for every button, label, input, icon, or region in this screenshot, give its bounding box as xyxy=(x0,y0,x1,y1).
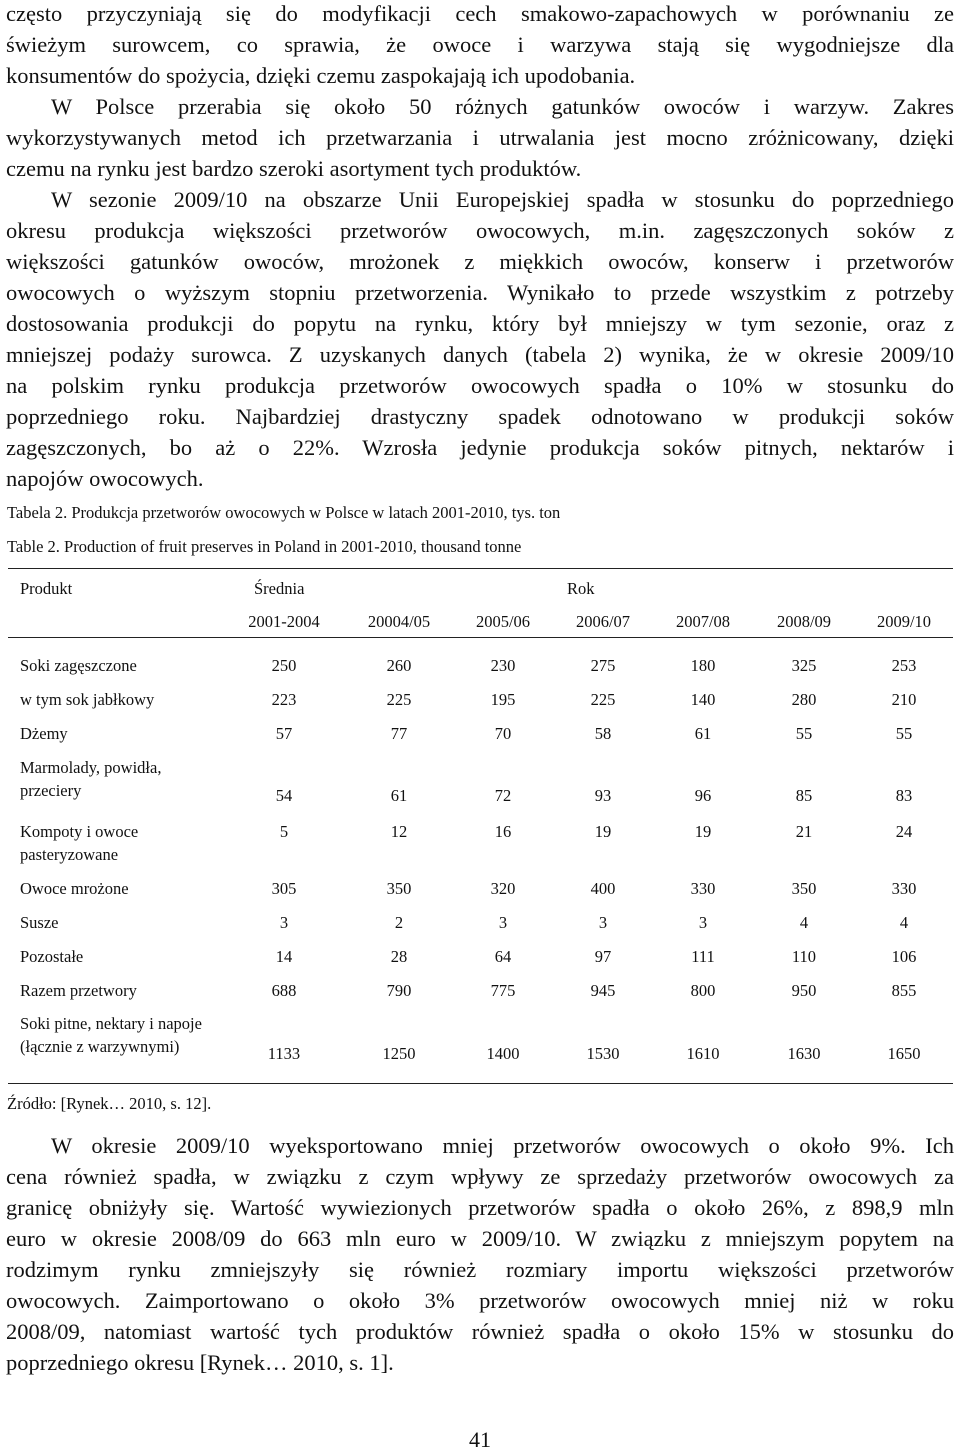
table-cell: 110 xyxy=(791,947,817,966)
text-line: rodzimym rynku zmniejszyły się również rozmiary importu większości przetworów xyxy=(6,1257,954,1282)
table-cell: 3 xyxy=(598,913,608,932)
text-line: owocowych o wyższym stopniu przetworzenia. Wynikało to przede wszystkim z potrzeby xyxy=(6,280,954,305)
table-cell: 19 xyxy=(594,822,612,841)
table-cell: 83 xyxy=(895,786,913,805)
table-cell: 93 xyxy=(594,786,612,805)
table-cell: 225 xyxy=(590,690,616,709)
row-label: Susze xyxy=(20,913,59,932)
text-line: wykorzystywanych metod ich przetwarzania i utrwalania jest mocno zróżnicowany, dzięki xyxy=(6,125,954,150)
table-cell: 61 xyxy=(390,786,408,805)
table-cell: 325 xyxy=(791,656,817,675)
table-cell: 1133 xyxy=(267,1044,301,1063)
text-line: poprzedniego okresu [Rynek… 2010, s. 1]. xyxy=(6,1350,394,1375)
table-cell: 5 xyxy=(279,822,289,841)
header-period: 20004/05 xyxy=(367,612,431,631)
text-line: zagęszczonych, bo aż o 22%. Wzrosła jedynie produkcja soków pitnych, nektarów i xyxy=(6,435,954,460)
header-year: Rok xyxy=(567,579,595,598)
table-header-rule xyxy=(8,637,953,638)
table-cell: 253 xyxy=(891,656,917,675)
text-line: okresu produkcja większości przetworów owocowych, m.in. zagęszczonych soków z xyxy=(6,218,954,243)
table-cell: 72 xyxy=(494,786,512,805)
table-cell: 180 xyxy=(690,656,716,675)
table-cell: 24 xyxy=(895,822,913,841)
table-cell: 3 xyxy=(279,913,289,932)
table-cell: 223 xyxy=(271,690,297,709)
table-cell: 1400 xyxy=(486,1044,520,1063)
header-period: 2006/07 xyxy=(575,612,631,631)
table-cell: 21 xyxy=(795,822,813,841)
text-line: często przyczyniają się do modyfikacji cech smakowo-zapachowych w porównaniu ze xyxy=(6,1,954,26)
table-cell: 3 xyxy=(698,913,708,932)
table-caption-polish: Tabela 2. Produkcja przetworów owocowych w Polsce w latach 2001-2010, tys. ton xyxy=(7,503,561,522)
table-cell: 1630 xyxy=(787,1044,821,1063)
text-line: mniejszej podaży surowca. Z uzyskanych danych (tabela 2) wynika, że w okresie 2009/10 xyxy=(6,342,954,367)
text-line: euro w okresie 2008/09 do 663 mln euro w 2009/10. W związku z mniejszym popytem na xyxy=(6,1226,954,1251)
row-label: Kompoty i owoce pasteryzowane xyxy=(20,822,139,864)
table-cell: 775 xyxy=(490,981,516,1000)
table-cell: 19 xyxy=(694,822,712,841)
text-line: W okresie 2009/10 wyeksportowano mniej przetworów owocowych o około 9%. Ich xyxy=(51,1133,954,1158)
table-cell: 800 xyxy=(690,981,716,1000)
row-label: Pozostałe xyxy=(20,947,84,966)
text-line: większości gatunków owoców, mrożonek z miękkich owoców, konserw i przetworów xyxy=(6,249,954,274)
table-cell: 57 xyxy=(275,724,293,743)
table-cell: 350 xyxy=(791,879,817,898)
table-cell: 688 xyxy=(271,981,297,1000)
table-caption-english: Table 2. Production of fruit preserves in Poland in 2001-2010, thousand tonne xyxy=(7,537,522,556)
table-source: Źródło: [Rynek… 2010, s. 12]. xyxy=(7,1094,212,1113)
text-line: konsumentów do spożycia, dzięki czemu zaspokajają ich upodobania. xyxy=(6,63,636,88)
table-cell: 70 xyxy=(494,724,512,743)
table-cell: 210 xyxy=(891,690,917,709)
header-period: 2008/09 xyxy=(776,612,832,631)
table-cell: 58 xyxy=(594,724,612,743)
text-line: czemu na rynku jest bardzo szeroki asortyment tych produktów. xyxy=(6,156,582,181)
table-cell: 1610 xyxy=(686,1044,720,1063)
table-cell: 28 xyxy=(390,947,408,966)
table-cell: 96 xyxy=(694,786,712,805)
row-label: w tym sok jabłkowy xyxy=(20,690,155,709)
table-cell: 350 xyxy=(386,879,412,898)
text-line: W Polsce przerabia się około 50 różnych gatunków owoców i warzyw. Zakres xyxy=(51,94,954,119)
header-average: Średnia xyxy=(254,579,305,598)
page-number: 41 xyxy=(469,1427,491,1452)
table-cell: 54 xyxy=(275,786,293,805)
table-cell: 77 xyxy=(390,724,408,743)
header-period: 2009/10 xyxy=(876,612,932,631)
table-cell: 2 xyxy=(394,913,404,932)
table-bottom-rule xyxy=(8,1083,953,1084)
row-label: Razem przetwory xyxy=(20,981,137,1000)
table-cell: 275 xyxy=(590,656,616,675)
text-line: cena również spadła, w związku z czym wpływy ze sprzedaży przetworów owocowych za xyxy=(6,1164,954,1189)
text-line: owocowych. Zaimportowano o około 3% przetworów owocowych mniej niż w roku xyxy=(6,1288,954,1313)
table-cell: 97 xyxy=(594,947,612,966)
table-cell: 195 xyxy=(490,690,516,709)
table-cell: 61 xyxy=(694,724,712,743)
table-cell: 106 xyxy=(891,947,917,966)
table-cell: 12 xyxy=(390,822,408,841)
table-cell: 330 xyxy=(891,879,917,898)
row-label: Dżemy xyxy=(20,724,68,743)
table-cell: 225 xyxy=(386,690,412,709)
paragraph-top xyxy=(6,0,954,494)
text-line: W sezonie 2009/10 na obszarze Unii Europejskiej spadła w stosunku do poprzedniego xyxy=(51,187,954,212)
table-cell: 330 xyxy=(690,879,716,898)
text-line: napojów owocowych. xyxy=(6,466,204,491)
table-cell: 950 xyxy=(791,981,817,1000)
table-cell: 250 xyxy=(271,656,297,675)
table-cell: 55 xyxy=(795,724,813,743)
header-period: 2007/08 xyxy=(675,612,731,631)
table-cell: 140 xyxy=(690,690,716,709)
table-cell: 855 xyxy=(891,981,917,1000)
table-cell: 230 xyxy=(490,656,516,675)
table-cell: 4 xyxy=(799,913,809,932)
paragraph-bottom xyxy=(6,1130,954,1378)
table-cell: 85 xyxy=(795,786,813,805)
row-label: Soki pitne, nektary i napoje (łącznie z warzywnymi) xyxy=(20,1014,202,1056)
row-label: Marmolady, powidła, przeciery xyxy=(20,758,162,800)
table-cell: 1530 xyxy=(586,1044,620,1063)
text-line: granicę obniżyły się. Wartość wywiezionych przetworów spadła o około 26%, z 898,9 mln xyxy=(6,1195,954,1220)
table-cell: 305 xyxy=(271,879,297,898)
text-line: poprzedniego roku. Najbardziej drastyczny spadek odnotowano w produkcji soków xyxy=(6,404,954,429)
text-line: dostosowania produkcji do popytu na rynku, który był mniejszy w tym sezonie, oraz z xyxy=(6,311,954,336)
header-period: 2005/06 xyxy=(475,612,531,631)
table-cell: 64 xyxy=(494,947,512,966)
table-cell: 1250 xyxy=(382,1044,416,1063)
text-line: 2008/09, natomiast wartość tych produktów również spadła o około 15% w stosunku do xyxy=(6,1319,954,1344)
table-cell: 1650 xyxy=(887,1044,921,1063)
text-line: świeżym surowcem, co sprawia, że owoce i warzywa stają się wygodniejsze dla xyxy=(6,32,954,57)
row-label: Owoce mrożone xyxy=(20,879,129,898)
table-cell: 111 xyxy=(691,947,715,966)
table-cell: 14 xyxy=(275,947,293,966)
table-cell: 16 xyxy=(494,822,512,841)
table-cell: 260 xyxy=(386,656,412,675)
table-cell: 400 xyxy=(590,879,616,898)
header-product: Produkt xyxy=(20,579,73,598)
table-cell: 320 xyxy=(490,879,516,898)
header-period: 2001-2004 xyxy=(248,612,320,631)
table-top-rule xyxy=(8,568,953,569)
table-cell: 55 xyxy=(895,724,913,743)
table-cell: 945 xyxy=(590,981,616,1000)
row-label: Soki zagęszczone xyxy=(20,656,137,675)
table-cell: 3 xyxy=(498,913,508,932)
table-cell: 280 xyxy=(791,690,817,709)
table-cell: 790 xyxy=(386,981,412,1000)
text-line: na polskim rynku produkcja przetworów owocowych spadła o 10% w stosunku do xyxy=(6,373,954,398)
table-cell: 4 xyxy=(899,913,909,932)
